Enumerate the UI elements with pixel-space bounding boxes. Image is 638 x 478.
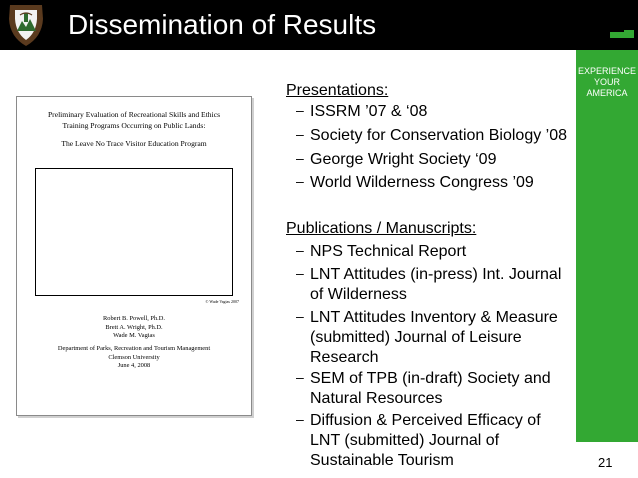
experience-your-america-panel — [576, 50, 638, 442]
list-item: – George Wright Society ‘09 — [296, 150, 497, 168]
bullet-dash: – — [296, 102, 304, 118]
list-item: – NPS Technical Report — [296, 242, 467, 260]
list-item: – SEM of TPB (in-draft) Society and Natural Resources — [296, 369, 551, 407]
panel-text: EXPERIENCE YOUR AMERICA — [577, 66, 637, 98]
bullet-dash: – — [296, 411, 304, 427]
report-subtitle: The Leave No Trace Visitor Education Program — [61, 139, 207, 148]
bullet-dash: – — [296, 265, 304, 281]
slide-header — [0, 0, 638, 50]
bullet-dash: – — [296, 173, 304, 189]
slide-title: Dissemination of Results — [68, 9, 377, 40]
report-authors: Robert B. Powell, Ph.D. Brett A. Wright, Ph.D. Wade M. Vagias — [103, 315, 165, 340]
bullet-dash: – — [296, 150, 304, 166]
decorative-mark-icon — [610, 30, 634, 40]
list-item: – LNT Attitudes Inventory & Measure (submitted) Journal of Leisure Research — [296, 308, 558, 366]
list-item: – Society for Conservation Biology ’08 — [296, 126, 568, 144]
bullet-dash: – — [296, 242, 304, 258]
report-department: Department of Parks, Recreation and Tourism Management Clemson University June 4, 2008 — [57, 345, 211, 370]
bullet-dash: – — [296, 126, 304, 142]
page-number: 21 — [598, 455, 613, 470]
publications-heading: Publications / Manuscripts: — [286, 220, 477, 237]
report-cover-thumbnail — [16, 96, 252, 416]
list-item: – ISSRM ’07 & ‘08 — [296, 102, 428, 120]
presentations-heading: Presentations: — [286, 82, 389, 99]
list-item: – Diffusion & Perceived Efficacy of LNT (submitted) Journal of Sustainable Tourism — [296, 411, 541, 469]
photo-credit: © Wade Vagias 2007 — [205, 299, 239, 304]
list-item: – LNT Attitudes (in-press) Int. Journal of Wilderness — [296, 265, 562, 303]
list-item: – World Wilderness Congress ’09 — [296, 173, 534, 191]
bullet-dash: – — [296, 369, 304, 385]
report-cover-photo-frame — [35, 168, 233, 296]
bullet-dash: – — [296, 308, 304, 324]
nps-arrowhead-icon — [6, 3, 46, 47]
report-title: Preliminary Evaluation of Recreational Skills and Ethics Training Programs Occurring on Public Lands: — [47, 110, 221, 130]
